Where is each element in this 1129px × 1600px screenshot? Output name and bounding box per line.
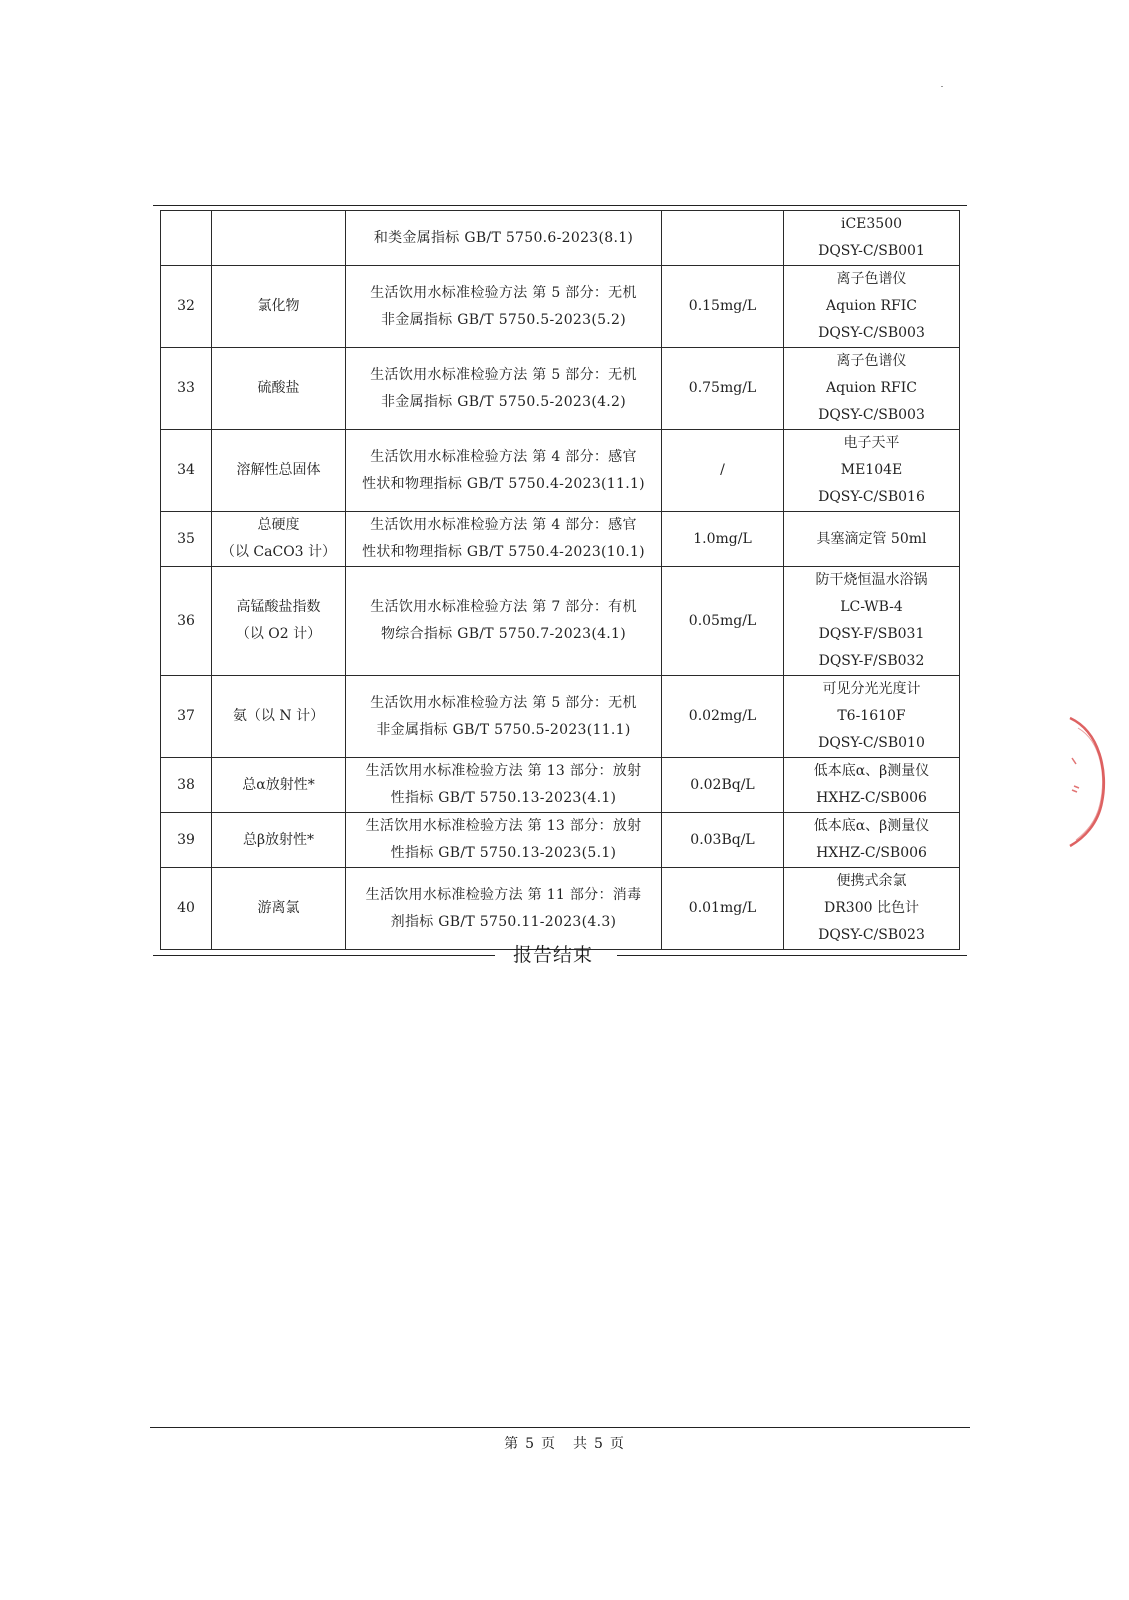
scan-speck <box>941 86 943 87</box>
header-rule <box>153 205 967 206</box>
equipment-line: T6-1610F <box>837 708 906 724</box>
row-number <box>161 758 212 813</box>
table-row <box>161 211 960 266</box>
detection-limit-text: 0.03Bq/L <box>690 831 755 848</box>
detection-limit <box>662 430 784 512</box>
detection-limit-text: 0.02mg/L <box>688 708 757 724</box>
equipment-line: DQSY-C/SB016 <box>818 489 925 505</box>
detection-limit-text: 0.01mg/L <box>688 900 757 916</box>
test-method <box>346 567 662 676</box>
test-method <box>346 512 662 567</box>
table-row <box>161 758 960 813</box>
row-number <box>161 430 212 512</box>
equipment <box>784 348 960 430</box>
detection-limit-text: 0.02Bq/L <box>690 776 755 793</box>
equipment <box>784 676 960 758</box>
test-method-line: 生活饮用水标准检验方法 第 5 部分：无机 <box>370 366 637 383</box>
table-row <box>161 348 960 430</box>
test-method <box>346 348 662 430</box>
page-current: 5 <box>525 1436 536 1452</box>
end-rule-left <box>153 955 495 956</box>
detection-limit <box>662 676 784 758</box>
table-row <box>161 676 960 758</box>
test-method <box>346 813 662 868</box>
end-rule-right <box>617 955 967 956</box>
total-unit: 页 <box>609 1436 625 1452</box>
test-item-line: 游离氯 <box>257 900 300 916</box>
detection-limit <box>662 266 784 348</box>
test-item-line: 硫酸盐 <box>257 380 300 396</box>
row-number-text: 35 <box>177 530 195 547</box>
equipment-line: DQSY-C/SB023 <box>818 927 925 943</box>
equipment-line: ME104E <box>840 462 903 478</box>
test-method <box>346 211 662 266</box>
test-item-line: 氯化物 <box>257 298 300 314</box>
detection-limit <box>662 512 784 567</box>
equipment-line: Aquion RFIC <box>826 298 917 314</box>
test-item-line: （以 O2 计） <box>235 626 322 642</box>
equipment-line: HXHZ-C/SB006 <box>816 790 927 806</box>
detection-limit <box>662 348 784 430</box>
equipment-line: DQSY-C/SB003 <box>818 325 925 341</box>
detection-limit <box>662 868 784 950</box>
equipment <box>784 512 960 567</box>
equipment-line: LC-WB-4 <box>840 599 903 615</box>
row-number-text: 39 <box>177 831 195 848</box>
equipment-line: DQSY-F/SB031 <box>818 626 925 642</box>
page-unit: 页 <box>541 1436 557 1452</box>
test-item-line: 总α放射性* <box>242 776 315 793</box>
test-item-line: 溶解性总固体 <box>236 462 321 478</box>
equipment-line: 便携式余氯 <box>836 873 907 889</box>
test-method-line: 生活饮用水标准检验方法 第 5 部分：无机 <box>370 284 637 301</box>
detection-limit <box>662 567 784 676</box>
equipment-line: 离子色谱仪 <box>836 271 907 287</box>
table-row <box>161 430 960 512</box>
test-method-line: 性指标 GB/T 5750.13-2023(4.1) <box>390 790 617 806</box>
equipment-line: 离子色谱仪 <box>836 353 907 369</box>
test-item <box>212 211 346 266</box>
equipment-line: iCE3500 <box>840 216 903 232</box>
equipment-line: 可见分光光度计 <box>822 681 921 697</box>
test-item <box>212 813 346 868</box>
row-number <box>161 211 212 266</box>
report-end-marker <box>153 940 967 970</box>
detection-limit-text: / <box>720 462 725 478</box>
row-number <box>161 348 212 430</box>
test-method-line: 非金属指标 GB/T 5750.5-2023(5.2) <box>380 311 627 328</box>
detection-limit-text: 0.15mg/L <box>688 298 757 314</box>
test-method-line: 非金属指标 GB/T 5750.5-2023(11.1) <box>376 721 631 738</box>
equipment-line: DQSY-C/SB001 <box>818 243 925 259</box>
equipment <box>784 430 960 512</box>
page-prefix: 第 <box>504 1436 520 1452</box>
footer-rule <box>150 1427 970 1428</box>
equipment-line: DQSY-F/SB032 <box>818 653 925 669</box>
equipment <box>784 211 960 266</box>
row-number <box>161 567 212 676</box>
row-number-text: 40 <box>177 900 195 916</box>
test-method-line: 性指标 GB/T 5750.13-2023(5.1) <box>390 845 617 861</box>
test-method-line: 生活饮用水标准检验方法 第 7 部分：有机 <box>370 599 637 615</box>
row-number <box>161 676 212 758</box>
test-method-line: 生活饮用水标准检验方法 第 5 部分：无机 <box>370 694 637 711</box>
test-item-line: 高锰酸盐指数 <box>236 599 321 615</box>
test-item-line: 总硬度 <box>257 517 300 533</box>
test-method-line: 生活饮用水标准检验方法 第 13 部分：放射 <box>365 818 642 834</box>
equipment-line: DQSY-C/SB003 <box>818 407 925 423</box>
table-body <box>161 211 960 950</box>
table-row <box>161 567 960 676</box>
row-number-text: 37 <box>177 708 195 724</box>
row-number-text: 36 <box>177 612 195 629</box>
table-row <box>161 868 960 950</box>
test-method <box>346 868 662 950</box>
equipment <box>784 758 960 813</box>
red-seal-stamp <box>1062 712 1129 852</box>
total-prefix: 共 <box>572 1436 588 1452</box>
test-method <box>346 676 662 758</box>
test-method-line: 性状和物理指标 GB/T 5750.4-2023(11.1) <box>362 475 645 492</box>
test-method-line: 生活饮用水标准检验方法 第 4 部分：感官 <box>370 448 637 465</box>
row-number <box>161 813 212 868</box>
test-method-line: 生活饮用水标准检验方法 第 11 部分：消毒 <box>365 886 642 903</box>
test-method <box>346 266 662 348</box>
equipment <box>784 567 960 676</box>
detection-limit-text: 1.0mg/L <box>693 530 752 547</box>
test-item-line: 氨（以 N 计） <box>232 708 325 724</box>
equipment <box>784 266 960 348</box>
table-row <box>161 512 960 567</box>
test-item <box>212 430 346 512</box>
report-end-text: 报告结束 <box>513 944 594 966</box>
test-item <box>212 676 346 758</box>
test-method <box>346 758 662 813</box>
row-number-text: 33 <box>177 380 195 396</box>
row-number-text: 34 <box>177 462 195 478</box>
test-method-line: 和类金属指标 GB/T 5750.6-2023(8.1) <box>373 229 634 246</box>
equipment <box>784 868 960 950</box>
equipment-line: 低本底α、β测量仪 <box>813 763 930 779</box>
equipment-line: Aquion RFIC <box>826 380 917 396</box>
test-method-line: 物综合指标 GB/T 5750.7-2023(4.1) <box>380 626 627 642</box>
test-method-line: 性状和物理指标 GB/T 5750.4-2023(10.1) <box>362 544 645 560</box>
test-item <box>212 567 346 676</box>
row-number <box>161 512 212 567</box>
test-method-line: 非金属指标 GB/T 5750.5-2023(4.2) <box>380 393 627 410</box>
page-total: 5 <box>593 1436 604 1452</box>
table-row <box>161 266 960 348</box>
test-method-table <box>160 210 960 950</box>
equipment-line: HXHZ-C/SB006 <box>816 845 927 861</box>
detection-limit <box>662 758 784 813</box>
equipment-line: 防干烧恒温水浴锅 <box>815 572 928 588</box>
equipment-line: DQSY-C/SB010 <box>818 735 925 751</box>
detection-limit <box>662 813 784 868</box>
test-item <box>212 512 346 567</box>
equipment <box>784 813 960 868</box>
test-item <box>212 348 346 430</box>
table-row <box>161 813 960 868</box>
test-item <box>212 868 346 950</box>
row-number <box>161 266 212 348</box>
page-number <box>0 1433 1129 1453</box>
row-number-text: 32 <box>177 298 195 314</box>
test-method-line: 生活饮用水标准检验方法 第 13 部分：放射 <box>365 763 642 779</box>
test-method-line: 生活饮用水标准检验方法 第 4 部分：感官 <box>370 517 637 533</box>
detection-limit-text: 0.05mg/L <box>688 612 757 629</box>
test-item-line: （以 CaCO3 计） <box>220 544 337 560</box>
equipment-line: 具塞滴定管 50ml <box>816 530 927 547</box>
equipment-line: DR300 比色计 <box>824 900 919 916</box>
row-number <box>161 868 212 950</box>
detection-limit <box>662 211 784 266</box>
test-method-line: 剂指标 GB/T 5750.11-2023(4.3) <box>390 913 617 930</box>
equipment-line: 低本底α、β测量仪 <box>813 818 930 834</box>
equipment-line: 电子天平 <box>843 435 900 451</box>
test-method <box>346 430 662 512</box>
test-item <box>212 266 346 348</box>
row-number-text: 38 <box>177 776 195 793</box>
test-item <box>212 758 346 813</box>
detection-limit-text: 0.75mg/L <box>688 380 757 396</box>
test-item-line: 总β放射性* <box>242 831 315 848</box>
